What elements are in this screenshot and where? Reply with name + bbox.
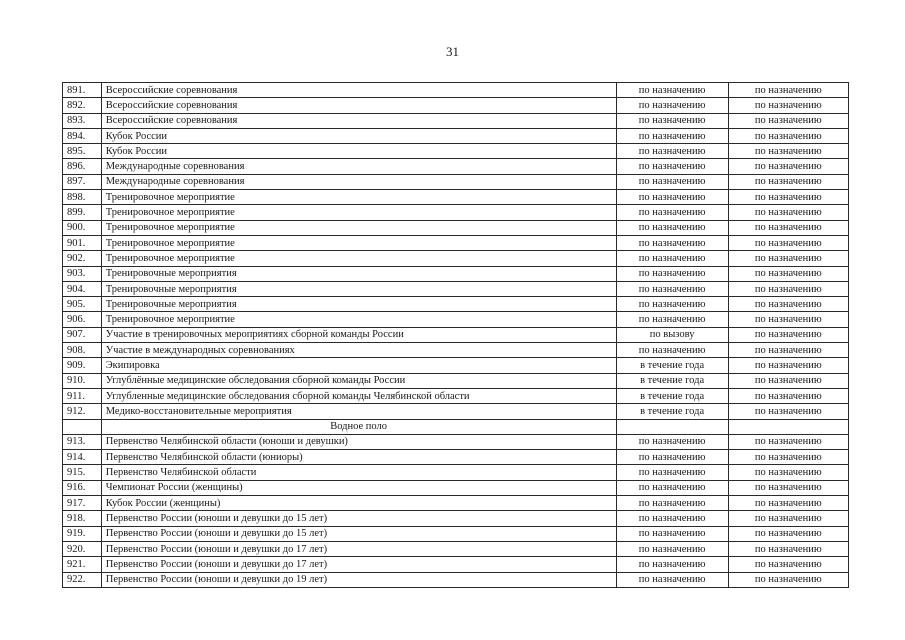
event-name: Углублённые медицинские обследования сборной команды России xyxy=(101,373,616,388)
schedule-value: по вызову xyxy=(616,327,728,342)
row-number: 907. xyxy=(63,327,102,342)
schedule-value: по назначению xyxy=(616,190,728,205)
responsible-value: по назначению xyxy=(728,327,848,342)
schedule-value: по назначению xyxy=(616,159,728,174)
page-number: 31 xyxy=(446,44,459,59)
schedule-value: в течение года xyxy=(616,358,728,373)
event-name: Первенство России (юноши и девушки до 15 лет) xyxy=(101,511,616,526)
row-number: 904. xyxy=(63,281,102,296)
table-row xyxy=(63,235,849,250)
event-name: Чемпионат России (женщины) xyxy=(101,480,616,495)
schedule-value: по назначению xyxy=(616,465,728,480)
responsible-value: по назначению xyxy=(728,496,848,511)
schedule-value: по назначению xyxy=(616,281,728,296)
table-row xyxy=(63,572,849,587)
responsible-value: по назначению xyxy=(728,572,848,587)
row-number: 897. xyxy=(63,174,102,189)
responsible-value: по назначению xyxy=(728,404,848,419)
responsible-value: по назначению xyxy=(728,83,848,98)
row-number: 891. xyxy=(63,83,102,98)
event-name: Кубок России xyxy=(101,144,616,159)
schedule-value: по назначению xyxy=(616,83,728,98)
row-number: 908. xyxy=(63,343,102,358)
schedule-value: по назначению xyxy=(616,144,728,159)
schedule-value: по назначению xyxy=(616,98,728,113)
table-row xyxy=(63,388,849,403)
table-row xyxy=(63,190,849,205)
table-row xyxy=(63,404,849,419)
row-number: 920. xyxy=(63,541,102,556)
table-row xyxy=(63,144,849,159)
responsible-value: по назначению xyxy=(728,266,848,281)
responsible-value: по назначению xyxy=(728,159,848,174)
table-row xyxy=(63,327,849,342)
row-number: 911. xyxy=(63,388,102,403)
table-row xyxy=(63,266,849,281)
table-row xyxy=(63,373,849,388)
responsible-value: по назначению xyxy=(728,511,848,526)
section-title: Водное поло xyxy=(101,419,616,434)
row-number: 895. xyxy=(63,144,102,159)
event-name: Тренировочные мероприятия xyxy=(101,281,616,296)
row-number: 913. xyxy=(63,434,102,449)
table-row xyxy=(63,205,849,220)
responsible-value: по назначению xyxy=(728,281,848,296)
responsible-value: по назначению xyxy=(728,358,848,373)
schedule-value: по назначению xyxy=(616,480,728,495)
responsible-value: по назначению xyxy=(728,557,848,572)
event-name: Первенство России (юноши и девушки до 17 лет) xyxy=(101,541,616,556)
event-name: Тренировочное мероприятие xyxy=(101,220,616,235)
responsible-value: по назначению xyxy=(728,434,848,449)
responsible-value: по назначению xyxy=(728,480,848,495)
event-name: Первенство Челябинской области (юниоры) xyxy=(101,450,616,465)
event-name: Международные соревнования xyxy=(101,174,616,189)
event-name: Первенство России (юноши и девушки до 17 лет) xyxy=(101,557,616,572)
table-row xyxy=(63,159,849,174)
responsible-value: по назначению xyxy=(728,343,848,358)
section-empty-cell xyxy=(616,419,728,434)
schedule-value: по назначению xyxy=(616,297,728,312)
event-name: Всероссийские соревнования xyxy=(101,98,616,113)
responsible-value: по назначению xyxy=(728,235,848,250)
row-number: 912. xyxy=(63,404,102,419)
schedule-value: по назначению xyxy=(616,434,728,449)
schedule-value: по назначению xyxy=(616,235,728,250)
schedule-value: в течение года xyxy=(616,373,728,388)
table-row xyxy=(63,174,849,189)
row-number: 900. xyxy=(63,220,102,235)
table-row xyxy=(63,312,849,327)
event-name: Углубленные медицинские обследования сборной команды Челябинской области xyxy=(101,388,616,403)
table-row xyxy=(63,297,849,312)
row-number: 901. xyxy=(63,235,102,250)
event-name: Экипировка xyxy=(101,358,616,373)
row-number: 919. xyxy=(63,526,102,541)
event-name: Кубок России xyxy=(101,128,616,143)
section-number-cell xyxy=(63,419,102,434)
table-row xyxy=(63,450,849,465)
event-name: Первенство России (юноши и девушки до 19 лет) xyxy=(101,572,616,587)
row-number: 893. xyxy=(63,113,102,128)
row-number: 914. xyxy=(63,450,102,465)
schedule-value: в течение года xyxy=(616,388,728,403)
row-number: 921. xyxy=(63,557,102,572)
responsible-value: по назначению xyxy=(728,450,848,465)
section-row xyxy=(63,419,849,434)
responsible-value: по назначению xyxy=(728,98,848,113)
responsible-value: по назначению xyxy=(728,174,848,189)
responsible-value: по назначению xyxy=(728,128,848,143)
row-number: 899. xyxy=(63,205,102,220)
row-number: 898. xyxy=(63,190,102,205)
event-name: Тренировочное мероприятие xyxy=(101,251,616,266)
responsible-value: по назначению xyxy=(728,205,848,220)
schedule-value: по назначению xyxy=(616,557,728,572)
event-name: Тренировочные мероприятия xyxy=(101,297,616,312)
table-row xyxy=(63,358,849,373)
table-row xyxy=(63,343,849,358)
schedule-value: по назначению xyxy=(616,526,728,541)
responsible-value: по назначению xyxy=(728,312,848,327)
schedule-value: по назначению xyxy=(616,113,728,128)
responsible-value: по назначению xyxy=(728,113,848,128)
schedule-value: в течение года xyxy=(616,404,728,419)
event-name: Первенство Челябинской области xyxy=(101,465,616,480)
table-row xyxy=(63,496,849,511)
event-name: Тренировочное мероприятие xyxy=(101,235,616,250)
table-row xyxy=(63,465,849,480)
event-name: Тренировочное мероприятие xyxy=(101,205,616,220)
schedule-value: по назначению xyxy=(616,343,728,358)
event-name: Медико-восстановительные мероприятия xyxy=(101,404,616,419)
row-number: 905. xyxy=(63,297,102,312)
table-row xyxy=(63,281,849,296)
table-row xyxy=(63,480,849,495)
responsible-value: по назначению xyxy=(728,220,848,235)
row-number: 918. xyxy=(63,511,102,526)
events-table xyxy=(62,82,849,588)
responsible-value: по назначению xyxy=(728,388,848,403)
schedule-value: по назначению xyxy=(616,541,728,556)
table-row xyxy=(63,113,849,128)
row-number: 902. xyxy=(63,251,102,266)
row-number: 922. xyxy=(63,572,102,587)
responsible-value: по назначению xyxy=(728,144,848,159)
responsible-value: по назначению xyxy=(728,190,848,205)
event-name: Тренировочные мероприятия xyxy=(101,266,616,281)
responsible-value: по назначению xyxy=(728,251,848,266)
schedule-value: по назначению xyxy=(616,450,728,465)
responsible-value: по назначению xyxy=(728,526,848,541)
table-row xyxy=(63,98,849,113)
event-name: Участие в тренировочных мероприятиях сборной команды России xyxy=(101,327,616,342)
table-row xyxy=(63,541,849,556)
row-number: 892. xyxy=(63,98,102,113)
table-row xyxy=(63,220,849,235)
schedule-value: по назначению xyxy=(616,205,728,220)
table-row xyxy=(63,557,849,572)
responsible-value: по назначению xyxy=(728,465,848,480)
event-name: Участие в международных соревнованиях xyxy=(101,343,616,358)
row-number: 903. xyxy=(63,266,102,281)
row-number: 894. xyxy=(63,128,102,143)
table-row xyxy=(63,83,849,98)
schedule-value: по назначению xyxy=(616,312,728,327)
event-name: Тренировочное мероприятие xyxy=(101,312,616,327)
schedule-value: по назначению xyxy=(616,128,728,143)
responsible-value: по назначению xyxy=(728,297,848,312)
row-number: 896. xyxy=(63,159,102,174)
event-name: Всероссийские соревнования xyxy=(101,83,616,98)
row-number: 909. xyxy=(63,358,102,373)
schedule-value: по назначению xyxy=(616,174,728,189)
table-row xyxy=(63,511,849,526)
event-name: Кубок России (женщины) xyxy=(101,496,616,511)
row-number: 916. xyxy=(63,480,102,495)
table-row xyxy=(63,434,849,449)
event-name: Первенство России (юноши и девушки до 15 лет) xyxy=(101,526,616,541)
event-name: Всероссийские соревнования xyxy=(101,113,616,128)
table-row xyxy=(63,251,849,266)
schedule-value: по назначению xyxy=(616,220,728,235)
responsible-value: по назначению xyxy=(728,541,848,556)
table-row xyxy=(63,128,849,143)
table-row xyxy=(63,526,849,541)
schedule-value: по назначению xyxy=(616,266,728,281)
event-name: Первенство Челябинской области (юноши и девушки) xyxy=(101,434,616,449)
event-name: Тренировочное мероприятие xyxy=(101,190,616,205)
row-number: 917. xyxy=(63,496,102,511)
row-number: 915. xyxy=(63,465,102,480)
event-name: Международные соревнования xyxy=(101,159,616,174)
schedule-value: по назначению xyxy=(616,572,728,587)
schedule-value: по назначению xyxy=(616,251,728,266)
schedule-value: по назначению xyxy=(616,511,728,526)
responsible-value: по назначению xyxy=(728,373,848,388)
row-number: 906. xyxy=(63,312,102,327)
events-table-body xyxy=(63,83,849,588)
row-number: 910. xyxy=(63,373,102,388)
schedule-value: по назначению xyxy=(616,496,728,511)
section-empty-cell xyxy=(728,419,848,434)
